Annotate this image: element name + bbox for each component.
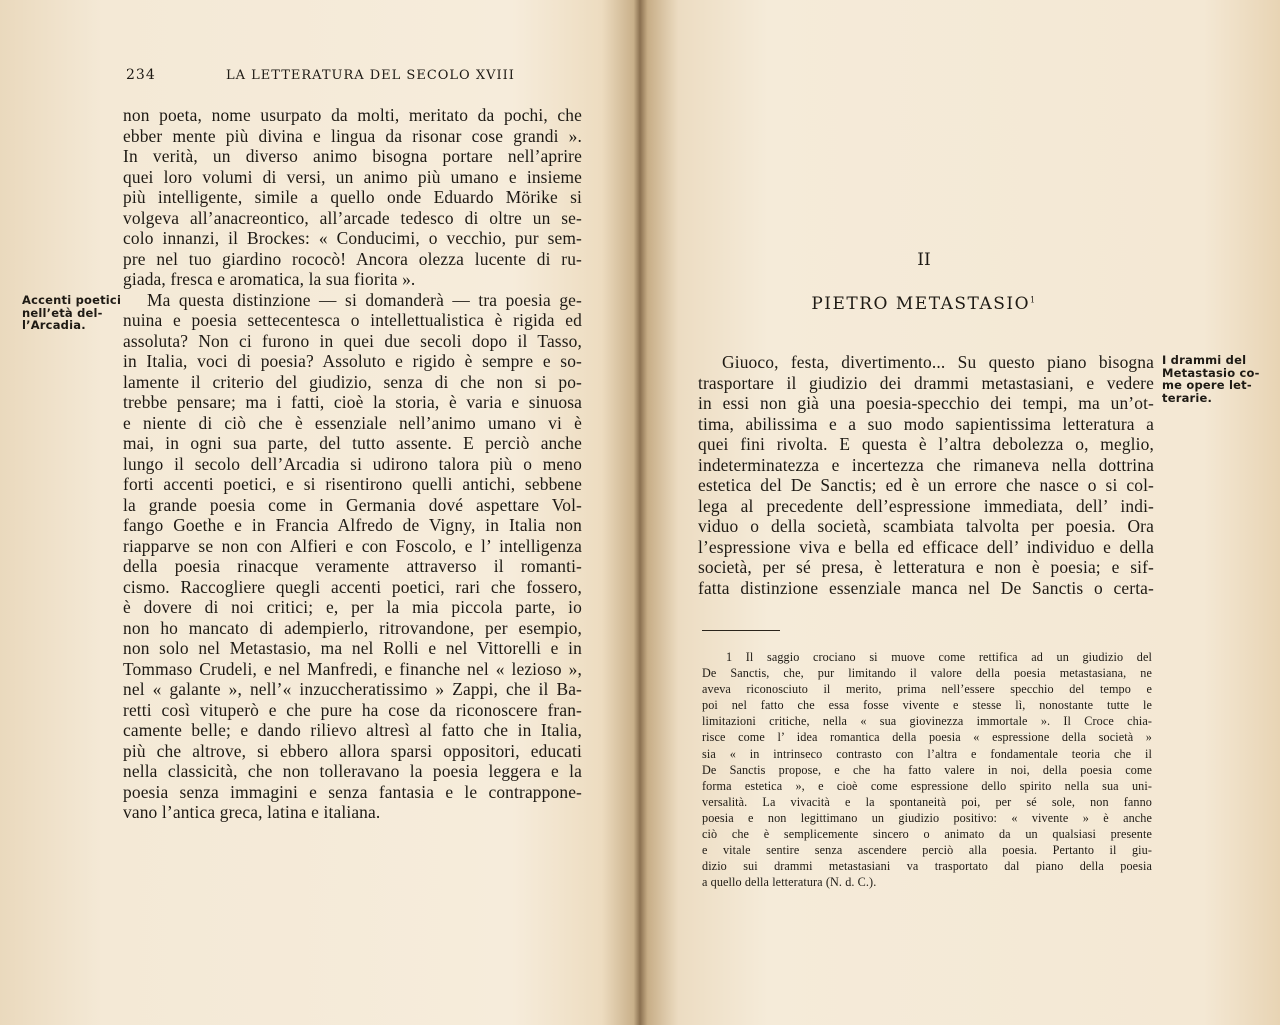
text-line: Ma questa distinzione — si domanderà — tra poesia ge- <box>147 289 582 310</box>
text-line: giada, fresca e aromatica, la sua fiorita ». <box>123 269 416 289</box>
footnote-line: aveva riconosciuto il merito, prima nell’essere specchio del tempo e <box>702 682 1152 697</box>
right-page <box>642 0 1280 1025</box>
text-line: lungo il secolo dell’Arcadia si udirono talora più o meno <box>123 453 582 474</box>
text-line: quei loro volumi di versi, un animo più umano e insieme <box>123 166 582 187</box>
chapter-title-text: PIETRO METASTASIO <box>811 294 1031 314</box>
text-line: poesia senza immagini e senza fantasia e le contrappone- <box>123 781 582 802</box>
footnote-line: e vitale sentire senza ascendere perciò alla poesia. Pertanto il giu- <box>702 843 1152 858</box>
footnote-line: sia « in intrinseco contrasto con l’altra e fondamentale teoria che il <box>702 746 1152 761</box>
text-line: fango Goethe e in Francia Alfredo de Vigny, in Italia non <box>123 515 582 535</box>
footnote-line: poi nel fatto che essa fosse vivente e stesse lì, nonostante tutte le <box>702 698 1152 713</box>
right-body-text <box>698 352 1154 598</box>
footnote <box>702 649 1152 890</box>
footnote-marker: 1 <box>1030 295 1037 305</box>
marginal-line: nell’età del- <box>22 305 103 320</box>
page-number: 234 <box>126 67 156 83</box>
text-line: indeterminatezza e incertezza che rimaneva nella dottrina <box>698 454 1154 475</box>
text-line: pre nel tuo giardino rococò! Ancora olezza lucente di ru- <box>123 248 582 269</box>
text-line: assoluta? Non ci furono in quei due secoli dopo il Tasso, <box>123 330 582 351</box>
footnote-line: limitazioni critiche, nella « sua giovinezza immortale ». Il Croce chia- <box>702 714 1152 729</box>
text-line: e niente di ciò che è essenziale nell’animo umano vi è <box>123 412 582 433</box>
text-line: quei fini rivolta. E questa è l’altra debolezza o, meglio, <box>698 434 1154 454</box>
marginal-line: Metastasio co- <box>1162 365 1260 380</box>
footnote-line: ciò che è semplicemente sincero o animato da un qualsiasi presente <box>702 827 1152 842</box>
text-line: nel « galante », nell’« inzuccheratissimo » Zappi, che il Ba- <box>123 679 582 699</box>
marginal-line: I drammi del <box>1162 353 1247 367</box>
text-line: lega al precedente dell’espressione immediata, dell’ indi- <box>698 495 1154 516</box>
footnote-line: De Sanctis propose, e che ha fatto valere in noi, della poesia come <box>702 762 1152 777</box>
text-line: volgeva all’anacreontico, all’arcade tedesco di oltre un se- <box>123 207 582 228</box>
footnote-line: a quello della letteratura (N. d. C.). <box>702 875 877 890</box>
text-line: tima, abilissima e a suo modo sapientissima letteratura a <box>698 413 1154 434</box>
left-page <box>0 0 636 1025</box>
text-line: società, per sé presa, è letteratura e non è poesia; e sif- <box>698 557 1154 577</box>
text-line: retti così vituperò e che pure ha cose da riconoscere fran- <box>123 699 582 720</box>
text-line: mai, in ogni sua parte, del tutto assente. E perciò anche <box>123 433 582 453</box>
text-line: Giuoco, festa, divertimento... Su questo piano bisogna <box>722 352 1154 372</box>
chapter-number: II <box>917 250 931 270</box>
text-line: estetica del De Sanctis; ed è un errore che nasce o si col- <box>698 475 1154 495</box>
text-line: Tommaso Crudeli, e nel Manfredi, e finanche nel « lezioso », <box>123 658 582 679</box>
text-line: camente belle; e dando rilievo altresì al fatto che in Italia, <box>123 720 582 740</box>
text-line: della poesia rinacque veramente attraverso il romanti- <box>123 556 582 576</box>
text-line: in Italia, voci di poesia? Assoluto e rigido è sempre e so- <box>123 351 582 371</box>
text-line: è dovere di noi critici; e, per la mia piccola parte, io <box>123 597 582 617</box>
text-line: la grande poesia come in Germania dové aspettare Vol- <box>123 494 582 515</box>
text-line: trebbe pensare; ma i fatti, cioè la storia, è varia e sinuosa <box>123 392 582 412</box>
text-line: lamente il criterio del giudizio, senza di che non si po- <box>123 371 582 392</box>
text-line: trasportare il giudizio dei drammi metastasiani, e vedere <box>698 372 1154 393</box>
text-line: In verità, un diverso animo bisogna portare nell’aprire <box>123 146 582 166</box>
footnote-rule <box>702 630 780 631</box>
text-line: non poeta, nome usurpato da molti, meritato da pochi, che <box>123 105 582 125</box>
text-line: riapparve se non con Alfieri e con Foscolo, e l’ intelligenza <box>123 535 582 556</box>
text-line: non ho mancato di adempierlo, ritrovandone, per esempio, <box>123 617 582 638</box>
text-line: colo innanzi, il Brockes: « Conducimi, o vecchio, pur sem- <box>123 228 582 248</box>
marginal-note-left <box>22 294 122 332</box>
text-line: vano l’antica greca, latina e italiana. <box>123 802 381 822</box>
marginal-line: terarie. <box>1162 390 1213 405</box>
text-line: fatta distinzione essenziale manca nel De Sanctis o certa- <box>698 577 1154 598</box>
footnote-line: 1 Il saggio crociano si muove come rettifica ad un giudizio del <box>726 650 1152 664</box>
footnote-line: De Sanctis, che, pur limitando il valore della poesia metastasiana, ne <box>702 666 1152 681</box>
text-line: in essi non già una poesia-specchio dei tempi, ma un’ot- <box>698 393 1154 413</box>
marginal-line: me opere let- <box>1162 378 1252 392</box>
footnote-line: forma estetica », e cioè come espressione dello spirito nella sua uni- <box>702 778 1152 793</box>
text-line: cismo. Raccogliere quegli accenti poetici, rari che fossero, <box>123 576 582 597</box>
text-line: nuina e poesia settecentesca o intellettualistica è rigida ed <box>123 310 582 330</box>
chapter-title <box>642 294 1206 314</box>
text-line: più intelligente, simile a quello onde Eduardo Mörike si <box>123 187 582 207</box>
text-line: l’espressione viva e bella ed efficace dell’ individuo e della <box>698 536 1154 557</box>
text-line: ebber mente più divina e lingua da risonar cose grandi ». <box>123 125 582 146</box>
footnote-line: versalità. La vivacità e la spontaneità poi, per sé sole, non fanno <box>702 794 1152 809</box>
footnote-line: poesia e non legittimano un giudizio positivo: « vivente » è anche <box>702 810 1152 825</box>
running-title: LA LETTERATURA DEL SECOLO XVIII <box>226 68 515 83</box>
text-line: viduo o della società, scambiata talvolta per poesia. Ora <box>698 516 1154 536</box>
marginal-note-right <box>1162 354 1272 404</box>
text-line: forti accenti poetici, e si risentirono quelli antichi, sebbene <box>123 474 582 494</box>
text-line: non solo nel Metastasio, ma nel Rolli e nel Vittorelli e in <box>123 638 582 658</box>
footnote-line: dizio sui drammi metastasiani va trasportato dal piano della poesia <box>702 859 1152 874</box>
text-line: più che altrove, si ebbero allora sparsi oppositori, educati <box>123 740 582 761</box>
marginal-line: l’Arcadia. <box>22 318 86 332</box>
footnote-line: risce come l’ idea romantica della poesia « espressione della società » <box>702 730 1152 745</box>
text-line: nella classicità, che non tolleravano la poesia leggera e la <box>123 761 582 781</box>
left-body-text <box>123 105 582 823</box>
marginal-line: Accenti poetici <box>22 293 122 307</box>
